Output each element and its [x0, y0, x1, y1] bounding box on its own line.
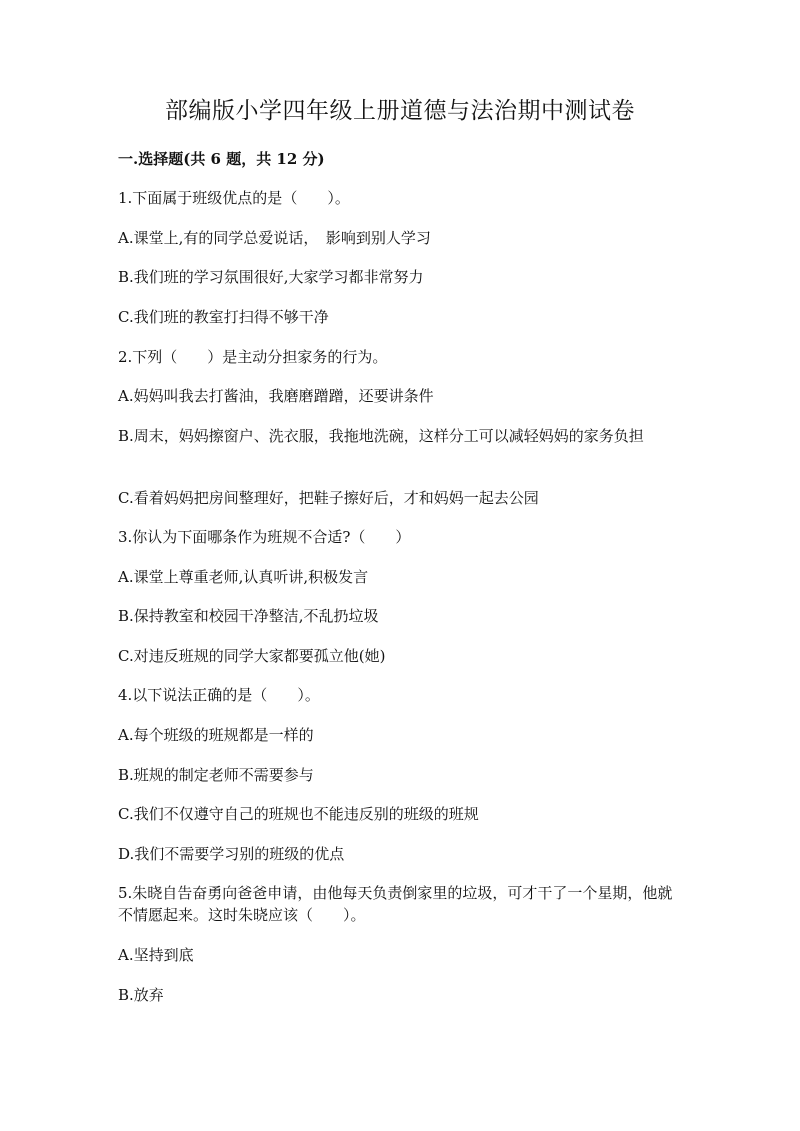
- question-3-option-a: A.课堂上尊重老师,认真听讲,积极发言: [118, 568, 369, 586]
- question-3-stem: 3.你认为下面哪条作为班规不合适?（ ）: [118, 528, 411, 546]
- question-4-stem: 4.以下说法正确的是（ ）。: [118, 686, 320, 704]
- question-2-option-a: A.妈妈叫我去打酱油，我磨磨蹭蹭，还要讲条件: [118, 387, 434, 405]
- question-2-option-c: C.看着妈妈把房间整理好，把鞋子擦好后，才和妈妈一起去公园: [118, 489, 539, 507]
- question-1-option-c: C.我们班的教室打扫得不够干净: [118, 308, 329, 326]
- question-4-option-c: C.我们不仅遵守自己的班规也不能违反别的班级的班规: [118, 805, 479, 823]
- document-title: 部编版小学四年级上册道德与法治期中测试卷: [165, 98, 635, 124]
- question-3-option-c: C.对违反班规的同学大家都要孤立他(她): [118, 647, 386, 665]
- question-5-stem: 5.朱晓自告奋勇向爸爸申请，由他每天负责倒家里的垃圾，可才干了一个星期，他就不情愿起来。这时朱晓应该（ ）。: [118, 884, 673, 924]
- section-heading: 一.选择题(共 6 题，共 12 分): [118, 150, 325, 168]
- question-3-option-b: B.保持教室和校园干净整洁,不乱扔垃圾: [118, 607, 379, 625]
- question-5-option-b: B.放弃: [118, 986, 164, 1004]
- question-4-option-a: A.每个班级的班规都是一样的: [118, 726, 314, 744]
- question-4-option-b: B.班规的制定老师不需要参与: [118, 766, 314, 784]
- question-2-option-b: B.周末，妈妈擦窗户、洗衣服，我拖地洗碗，这样分工可以减轻妈妈的家务负担: [118, 427, 644, 445]
- question-1-stem: 1.下面属于班级优点的是（ ）。: [118, 189, 350, 207]
- question-1-option-a: A.课堂上,有的同学总爱说话， 影响到别人学习: [118, 229, 431, 247]
- question-4-option-d: D.我们不需要学习别的班级的优点: [118, 845, 345, 863]
- question-5-option-a: A.坚持到底: [118, 946, 194, 964]
- question-2-stem: 2.下列（ ）是主动分担家务的行为。: [118, 348, 388, 366]
- question-1-option-b: B.我们班的学习氛围很好,大家学习都非常努力: [118, 268, 424, 286]
